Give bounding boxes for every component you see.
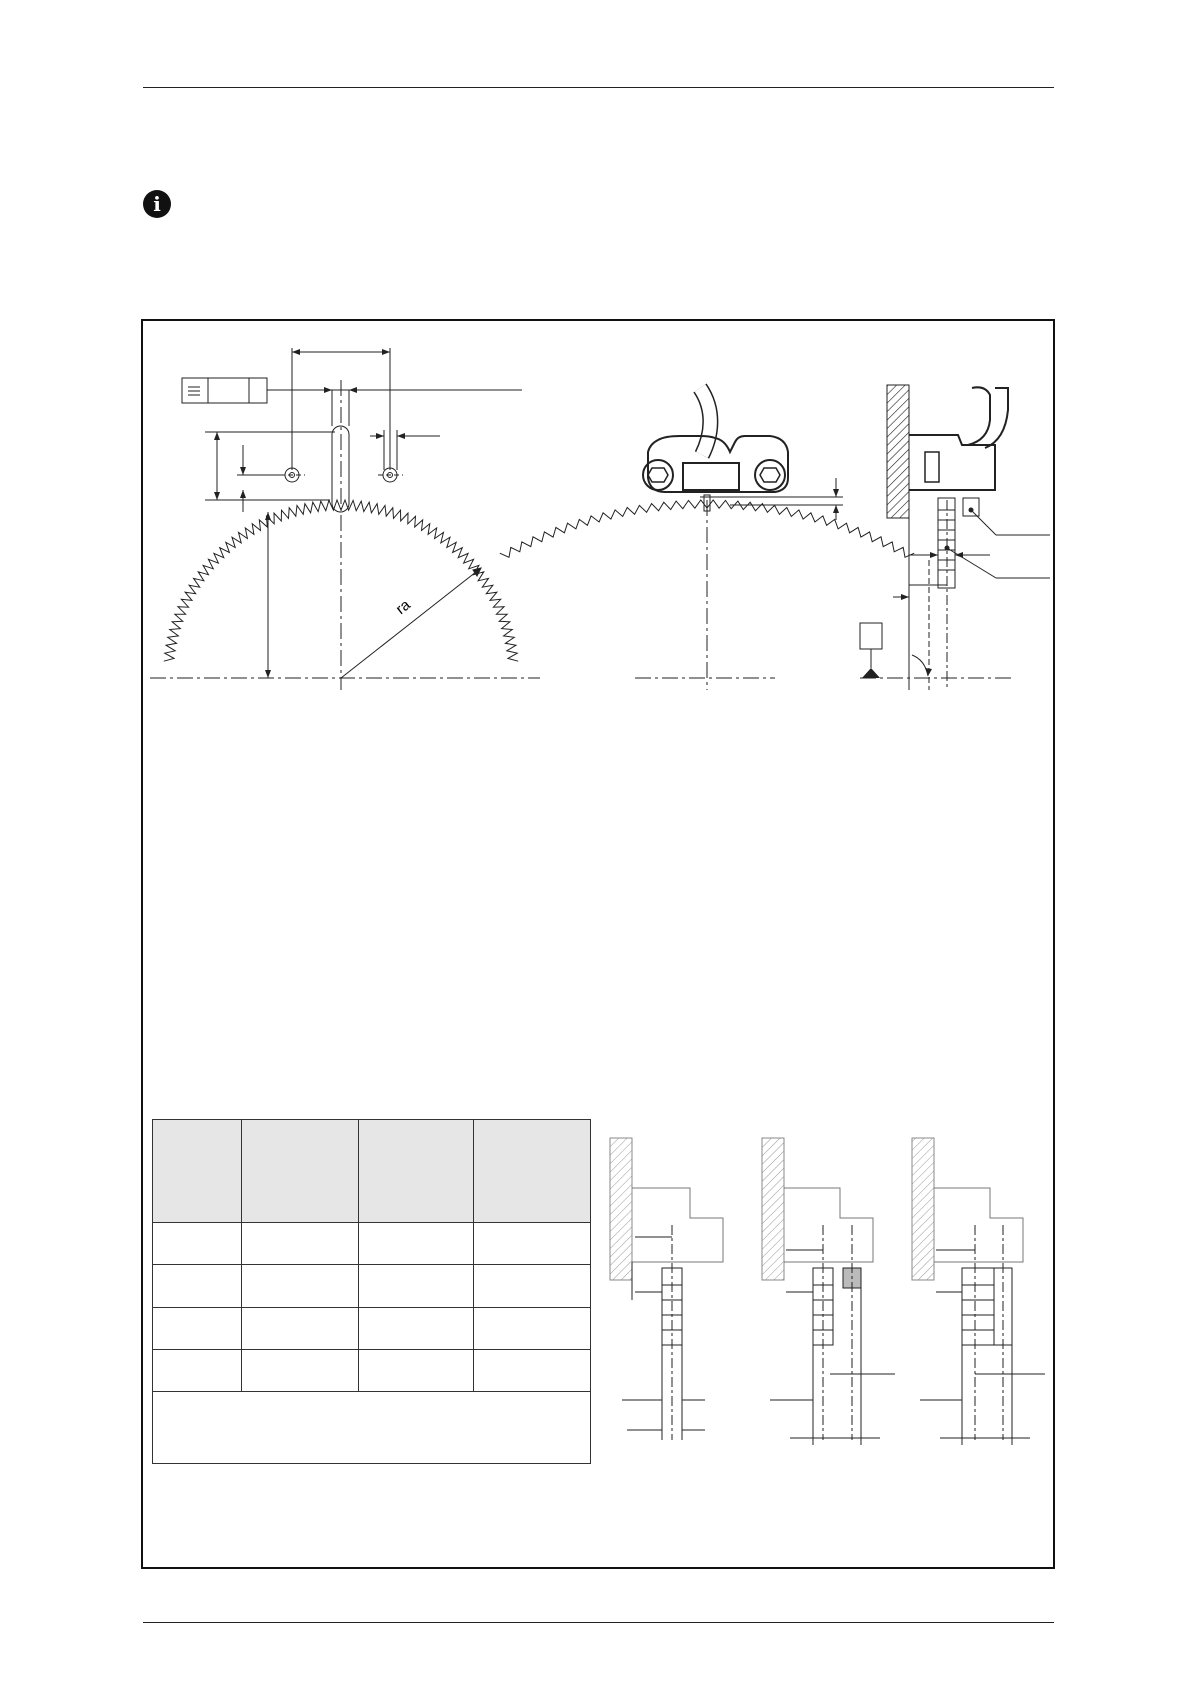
info-icon: i [143,190,171,218]
table-note-row [153,1391,591,1463]
table-header-cell [359,1120,474,1223]
radius-label: ra [392,596,414,618]
sensor-bracket-view [565,380,845,695]
table-row [153,1265,591,1307]
mounting-variant-1 [605,1130,745,1450]
side-view [855,380,1055,695]
table-header-row [153,1120,591,1223]
mounting-variant-2 [755,1130,905,1450]
table-header-cell [474,1120,591,1223]
table-row [153,1307,591,1349]
header-rule [143,87,1054,88]
table-row [153,1349,591,1391]
table-header-cell [153,1120,242,1223]
table-row [153,1223,591,1265]
table-header-cell [242,1120,359,1223]
mounting-variant-3 [905,1130,1055,1450]
parameter-table [152,1119,591,1464]
footer-rule [143,1622,1054,1623]
gear-front-view [150,330,540,695]
